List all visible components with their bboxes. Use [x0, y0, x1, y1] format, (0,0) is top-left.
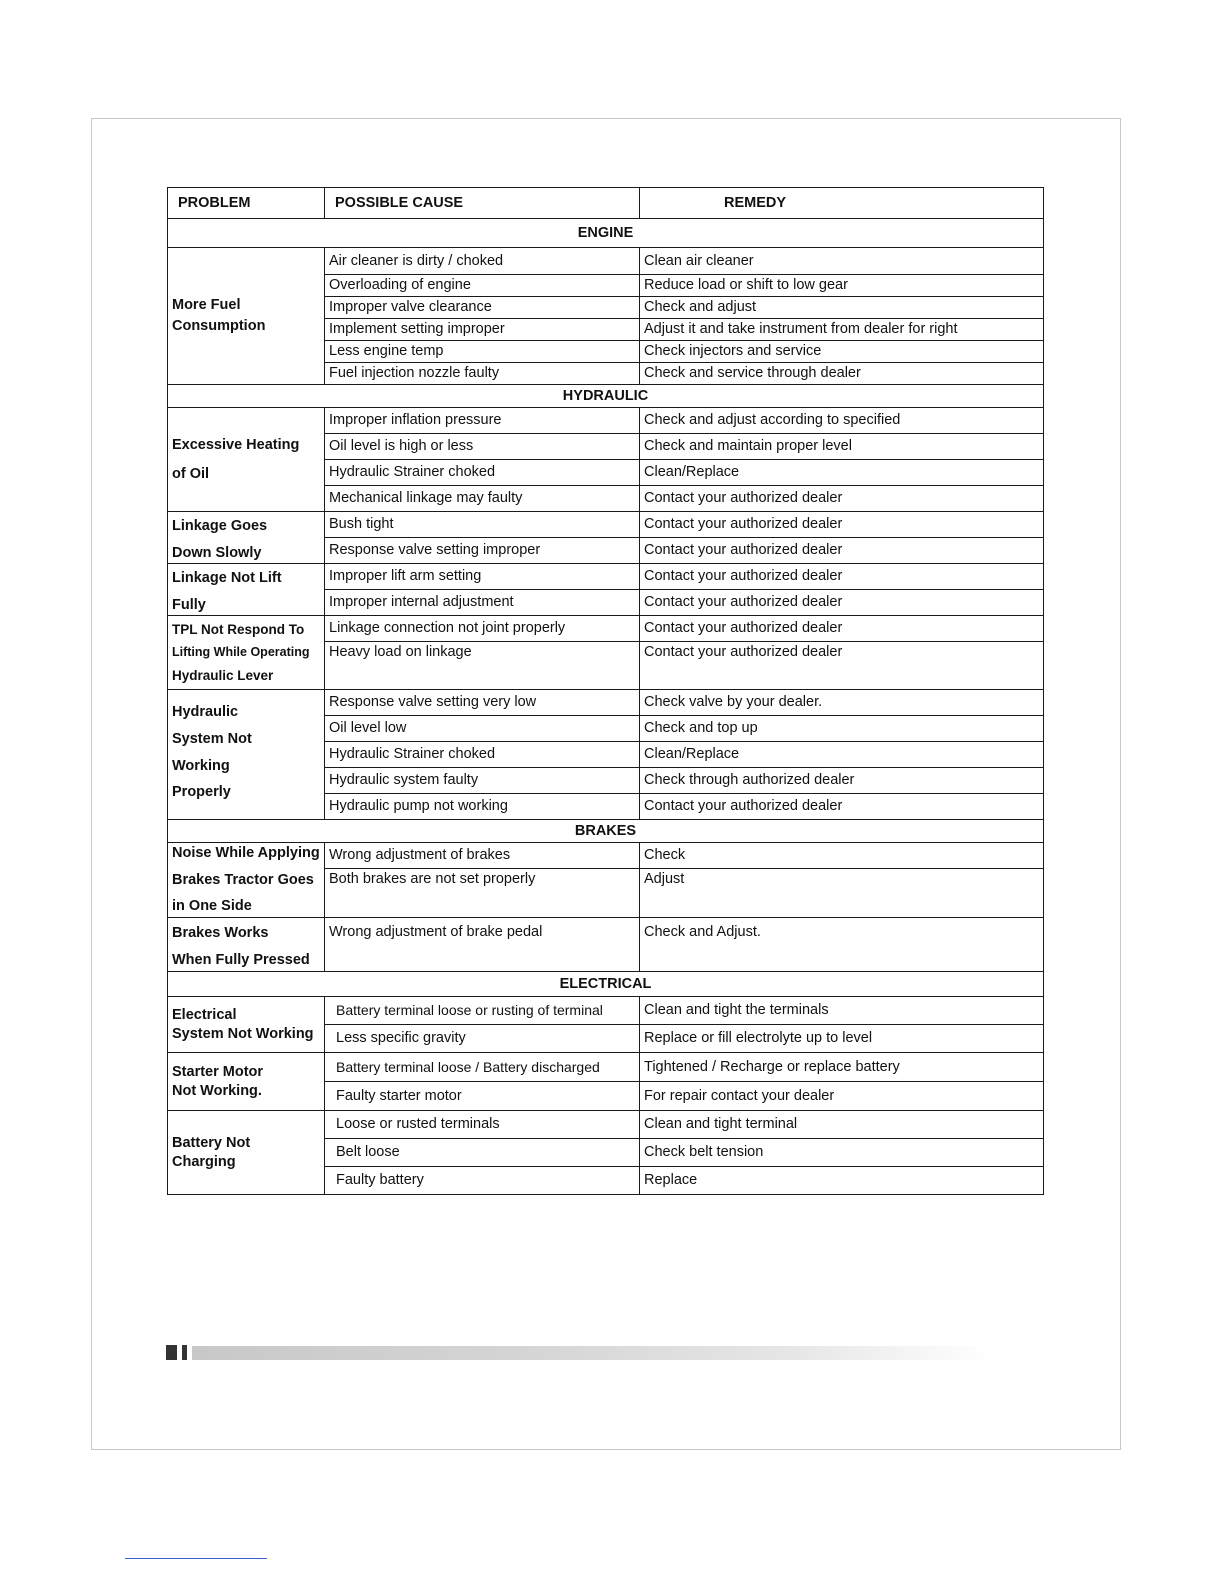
footer-block-icon — [182, 1345, 187, 1360]
cause-cell: Response valve setting very low — [325, 690, 640, 716]
remedy-cell: Contact your authorized dealer — [640, 512, 1044, 538]
problem-header: PROBLEM — [168, 188, 325, 219]
section-title: ELECTRICAL — [168, 972, 1044, 997]
problem-line: Properly — [172, 784, 231, 801]
problem-line: Hydraulic Lever — [172, 667, 274, 683]
problem-cell — [168, 690, 325, 820]
problem-cell — [168, 616, 325, 690]
cause-cell: Less specific gravity — [325, 1025, 640, 1053]
cause-cell: Heavy load on linkage — [325, 642, 640, 690]
problem-cell — [168, 997, 325, 1053]
cause-cell: Linkage connection not joint properly — [325, 616, 640, 642]
cause-cell: Faulty battery — [325, 1167, 640, 1195]
remedy-cell: Check and maintain proper level — [640, 434, 1044, 460]
problem-line: of Oil — [172, 465, 210, 482]
remedy-cell: Check and Adjust. — [640, 918, 1044, 972]
remedy-cell: Reduce load or shift to low gear — [640, 275, 1044, 297]
table-row — [168, 690, 1044, 716]
cause-cell: Response valve setting improper — [325, 538, 640, 564]
cause-cell: Fuel injection nozzle faulty — [325, 363, 640, 385]
problem-line: Brakes Works — [172, 924, 269, 941]
remedy-cell: Replace or fill electrolyte up to level — [640, 1025, 1044, 1053]
problem-line: Working — [172, 757, 230, 774]
cause-cell: Wrong adjustment of brakes — [325, 843, 640, 869]
remedy-cell: Adjust it and take instrument from dealer for right — [640, 319, 1044, 341]
problem-line: Battery Not — [172, 1134, 251, 1151]
remedy-cell: Clean/Replace — [640, 460, 1044, 486]
troubleshooting-table — [167, 187, 1044, 1195]
cause-cell: Hydraulic Strainer choked — [325, 460, 640, 486]
cause-cell: Improper inflation pressure — [325, 408, 640, 434]
remedy-cell: Check valve by your dealer. — [640, 690, 1044, 716]
cause-cell: Battery terminal loose or rusting of terminal — [325, 997, 640, 1025]
problem-cell — [168, 512, 325, 564]
cause-header: POSSIBLE CAUSE — [325, 188, 640, 219]
problem-line: More Fuel — [172, 297, 241, 314]
cause-cell: Improper internal adjustment — [325, 590, 640, 616]
problem-line: in One Side — [172, 898, 252, 915]
remedy-cell: Contact your authorized dealer — [640, 486, 1044, 512]
remedy-cell: Contact your authorized dealer — [640, 616, 1044, 642]
problem-line: Down Slowly — [172, 544, 262, 561]
problem-line: Starter Motor — [172, 1063, 264, 1080]
cause-cell: Air cleaner is dirty / choked — [325, 248, 640, 275]
problem-cell — [168, 1111, 325, 1195]
problem-line: Brakes Tractor Goes — [172, 871, 314, 888]
cause-cell: Mechanical linkage may faulty — [325, 486, 640, 512]
remedy-cell: Check and adjust — [640, 297, 1044, 319]
problem-cell — [168, 1053, 325, 1111]
problem-line: When Fully Pressed — [172, 951, 310, 968]
problem-line: Not Working. — [172, 1082, 262, 1099]
remedy-cell: Clean and tight the terminals — [640, 997, 1044, 1025]
problem-cell — [168, 918, 325, 972]
footer-gradient-bar — [192, 1346, 992, 1360]
remedy-cell: Check through authorized dealer — [640, 768, 1044, 794]
table-row — [168, 616, 1044, 642]
remedy-cell: Contact your authorized dealer — [640, 642, 1044, 690]
problem-line: Lifting While Operating — [172, 645, 310, 660]
remedy-cell: Replace — [640, 1167, 1044, 1195]
cause-cell: Oil level low — [325, 716, 640, 742]
bottom-rule — [125, 1558, 267, 1559]
cause-cell: Improper lift arm setting — [325, 564, 640, 590]
section-brakes — [168, 820, 1044, 843]
section-electrical — [168, 972, 1044, 997]
remedy-cell: Tightened / Recharge or replace battery — [640, 1053, 1044, 1082]
remedy-cell: Clean and tight terminal — [640, 1111, 1044, 1139]
cause-cell: Both brakes are not set properly — [325, 869, 640, 918]
cause-cell: Less engine temp — [325, 341, 640, 363]
table-row — [168, 512, 1044, 538]
problem-cell — [168, 248, 325, 385]
remedy-cell: Check injectors and service — [640, 341, 1044, 363]
section-hydraulic — [168, 385, 1044, 408]
cause-cell: Bush tight — [325, 512, 640, 538]
cause-cell: Battery terminal loose / Battery discharged — [325, 1053, 640, 1082]
problem-line: Excessive Heating — [172, 436, 300, 453]
table-row — [168, 1111, 1044, 1139]
problem-line: Charging — [172, 1153, 236, 1170]
cause-cell: Hydraulic Strainer choked — [325, 742, 640, 768]
section-title: BRAKES — [168, 820, 1044, 843]
table-row — [168, 843, 1044, 869]
remedy-cell: Adjust — [640, 869, 1044, 918]
remedy-cell: Clean/Replace — [640, 742, 1044, 768]
header-row — [168, 188, 1044, 219]
problem-cell — [168, 843, 325, 918]
cause-cell: Implement setting improper — [325, 319, 640, 341]
remedy-cell: Check and adjust according to specified — [640, 408, 1044, 434]
remedy-cell: Contact your authorized dealer — [640, 564, 1044, 590]
table-row — [168, 408, 1044, 434]
footer-block-icon — [166, 1345, 177, 1360]
problem-cell — [168, 408, 325, 512]
section-title: HYDRAULIC — [168, 385, 1044, 408]
section-title: ENGINE — [168, 219, 1044, 248]
cause-cell: Hydraulic system faulty — [325, 768, 640, 794]
problem-line: Hydraulic — [172, 704, 239, 721]
problem-line: Linkage Goes — [172, 517, 268, 534]
cause-cell: Belt loose — [325, 1139, 640, 1167]
cause-cell: Loose or rusted terminals — [325, 1111, 640, 1139]
remedy-cell: For repair contact your dealer — [640, 1082, 1044, 1111]
cause-cell: Hydraulic pump not working — [325, 794, 640, 820]
problem-line: Consumption — [172, 318, 266, 334]
cause-cell: Improper valve clearance — [325, 297, 640, 319]
table-row — [168, 997, 1044, 1025]
problem-line: Electrical — [172, 1006, 237, 1023]
remedy-cell: Contact your authorized dealer — [640, 794, 1044, 820]
section-engine — [168, 219, 1044, 248]
problem-line: System Not Working — [172, 1025, 314, 1042]
problem-line: Fully — [172, 596, 206, 613]
table-row — [168, 248, 1044, 275]
remedy-cell: Contact your authorized dealer — [640, 590, 1044, 616]
problem-line: System Not — [172, 730, 252, 747]
remedy-cell: Clean air cleaner — [640, 248, 1044, 275]
problem-line: TPL Not Respond To — [172, 621, 305, 637]
cause-cell: Faulty starter motor — [325, 1082, 640, 1111]
problem-line: Linkage Not Lift — [172, 569, 282, 586]
cause-cell: Wrong adjustment of brake pedal — [325, 918, 640, 972]
remedy-header: REMEDY — [640, 188, 1044, 219]
remedy-cell: Contact your authorized dealer — [640, 538, 1044, 564]
remedy-cell: Check and top up — [640, 716, 1044, 742]
remedy-cell: Check — [640, 843, 1044, 869]
table-row — [168, 1053, 1044, 1082]
cause-cell: Oil level is high or less — [325, 434, 640, 460]
problem-cell — [168, 564, 325, 616]
table-row — [168, 918, 1044, 972]
problem-line: Noise While Applying — [172, 845, 320, 861]
cause-cell: Overloading of engine — [325, 275, 640, 297]
table-row — [168, 564, 1044, 590]
remedy-cell: Check belt tension — [640, 1139, 1044, 1167]
remedy-cell: Check and service through dealer — [640, 363, 1044, 385]
